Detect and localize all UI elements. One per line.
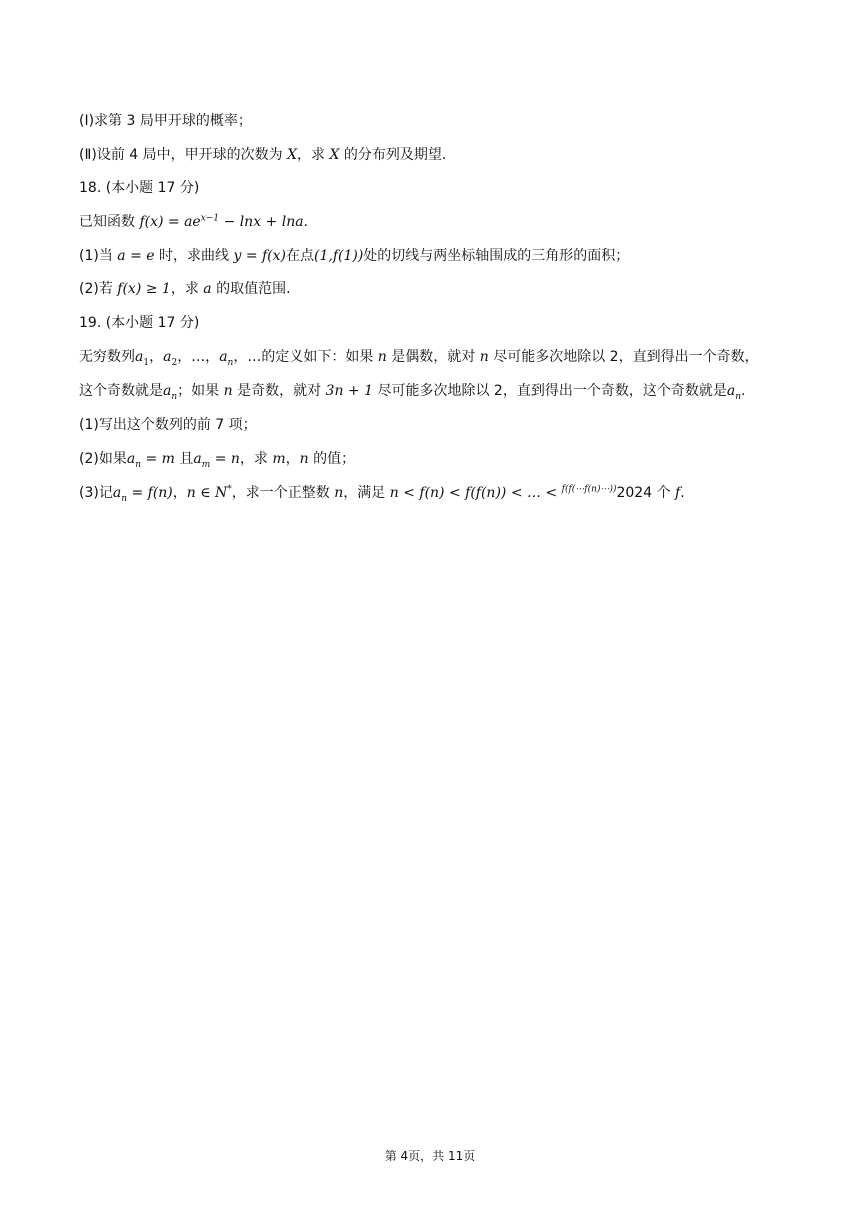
question-18-part-2: (2)若 f(x) ≥ 1，求 a 的取值范围. bbox=[79, 281, 291, 297]
question-19-part-1: (1)写出这个数列的前 7 项； bbox=[79, 417, 257, 433]
question-19-part-2: (2)如果$a_n = m$ 且$a_m = n$，求 m，n 的值； bbox=[79, 451, 356, 470]
part-i-question: (Ⅰ)求第 3 局甲开球的概率； bbox=[79, 113, 252, 129]
part-ii-question: (Ⅱ)设前 4 局中，甲开球的次数为 X，求 X 的分布列及期望. bbox=[79, 147, 447, 163]
question-19-heading: 19. (本小题 17 分) bbox=[79, 315, 200, 331]
question-19-part-3: (3)记$a_n = f(n)$，n ∈ N*，求一个正整数 n，满足 n < f(n) < f(f(n)) < … < $^{f(f(\cdots f(n)\cdots))}$2024 个 f. bbox=[79, 484, 685, 504]
question-19-definition-line-1: 无穷数列$a_1$，$a_2$，…，$a_n$，…的定义如下：如果 n 是偶数，就对 n 尽可能多次地除以 2，直到得出一个奇数， bbox=[79, 349, 759, 368]
question-18-heading: 18. (本小题 17 分) bbox=[79, 180, 200, 196]
question-19-definition-line-2: 这个奇数就是$a_n$；如果 n 是奇数，就对 3n + 1 尽可能多次地除以 2，直到得出一个奇数，这个奇数就是$a_n$. bbox=[79, 383, 746, 402]
question-18-intro: 已知函数 $f(x) = ae^{x-1} - \ln x + \ln a$. bbox=[79, 213, 309, 230]
question-18-part-1: (1)当 a = e 时，求曲线 y = f(x)在点(1,f(1))处的切线与两坐标轴围成的三角形的面积； bbox=[79, 248, 630, 264]
page-footer: 第 4页，共 11页 bbox=[384, 1149, 476, 1163]
